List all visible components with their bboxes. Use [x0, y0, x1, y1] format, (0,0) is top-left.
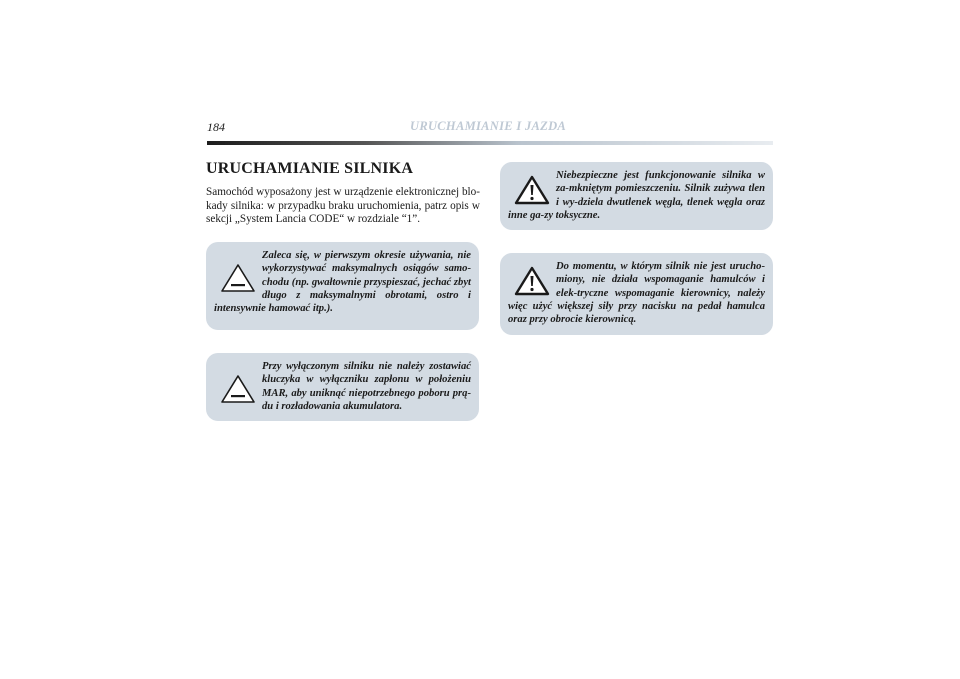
warning-triangle-outline-icon: [220, 263, 256, 293]
danger-box: [500, 162, 773, 230]
danger-text: Do momentu, w którym silnik nie jest urucho-miony, nie działa wspomaganie hamulców i elek-tryczne wspomaganie kierownicy, należy więc użyć większej siły przy nacisku na pedał hamulca oraz przy obrocie kierownicą.: [508, 261, 765, 326]
warning-triangle-exclamation-icon: [514, 266, 550, 296]
section-title: URUCHAMIANIE I JAZDA: [410, 119, 567, 133]
danger-box: [500, 253, 773, 335]
header-divider: [207, 141, 773, 145]
caution-text: Zaleca się, w pierwszym okresie używania, nie wykorzystywać maksymalnych osiągów samo-chodu (np. gwałtownie przyspieszać, jechać zbyt długo z maksymalnymi obrotami, ostro i intensywnie hamować itp.).: [214, 250, 471, 315]
intro-paragraph: Samochód wyposażony jest w urządzenie elektronicznej blo-kady silnika: w przypadku braku uruchomienia, patrz opis w sekcji „System Lancia CODE“ w rozdziale “1”.: [206, 186, 480, 226]
warning-triangle-exclamation-icon: [514, 175, 550, 205]
caution-box: [206, 242, 479, 330]
page-header: [207, 116, 773, 138]
caution-box: [206, 353, 479, 421]
warning-triangle-outline-icon: [220, 374, 256, 404]
danger-text: Niebezpieczne jest funkcjonowanie silnika w za-mkniętym pomieszczeniu. Silnik zużywa tlen i wy-dziela dwutlenek węgla, tlenek węgla oraz inne ga-zy toksyczne.: [508, 170, 765, 221]
main-heading: URUCHAMIANIE SILNIKA: [206, 160, 414, 177]
page-number: 184: [207, 120, 225, 134]
caution-text: Przy wyłączonym silniku nie należy zostawiać kluczyka w wyłączniku zapłonu w położeniu MAR, aby uniknąć niepotrzebnego poboru prą-du i rozładowania akumulatora.: [262, 361, 471, 412]
